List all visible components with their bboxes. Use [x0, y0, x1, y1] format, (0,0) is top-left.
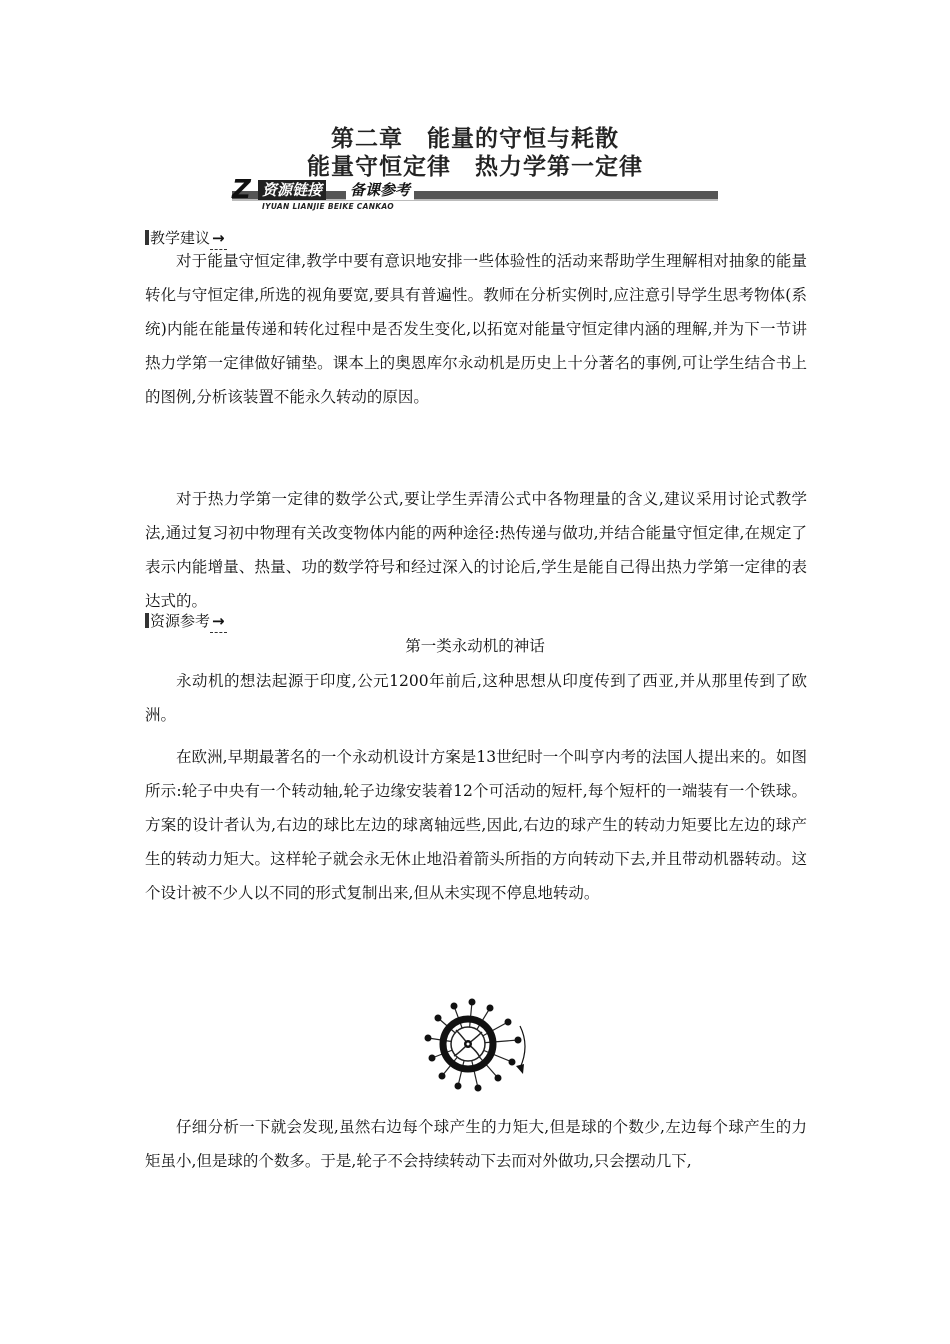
resource-paragraph-3: 仔细分析一下就会发现,虽然右边每个球产生的力矩大,但是球的个数少,左边每个球产生的力矩虽小,但是球的个数多。于是,轮子不会持续转动下去而对外做功,只会摆动几下, — [145, 1118, 807, 1170]
teaching-paragraph-1: 对于能量守恒定律,教学中要有意识地安排一些体验性的活动来帮助学生理解相对抽象的能量转化与守恒定律,所选的视角要宽,要具有普遍性。教师在分析实例时,应注意引导学生思考物体(系统)内能在能量传递和转化过程中是否发生变化,以拓宽对能量守恒定律内涵的理解,并为下一节讲热力学第一定律做好铺垫。课本上的奥恩库尔永动机是历史上十分著名的事例,可让学生结合书上的图例,分析该装置不能永久转动的原因。 — [145, 252, 807, 406]
teaching-heading-text: 教学建议 — [150, 229, 211, 247]
resource-paragraph-2: 在欧洲,早期最著名的一个永动机设计方案是13世纪时一个叫亨内考的法国人提出来的。如图所示:轮子中央有一个转动轴,轮子边缘安装着12个可活动的短杆,每个短杆的一端装有一个铁球。方案的设计者认为,右边的球比左边的球离轴远些,因此,右边的球产生的转动力矩要比左边的球产生的转动力矩大。这样轮子就会永无休止地沿着箭头所指的方向转动下去,并且带动机器转动。这个设计被不少人以不同的形式复制出来,但从未实现不停息地转动。 — [145, 748, 807, 902]
banner-label-prep: 备课参考 — [346, 180, 414, 200]
heading-marker-icon — [145, 230, 149, 245]
teaching-paragraph-2: 对于热力学第一定律的数学公式,要让学生弄清公式中各物理量的含义,建议采用讨论式教学法,通过复习初中物理有关改变物体内能的两种途径:热传递与做功,并结合能量守恒定律,在规定了表示内能增量、热量、功的数学符号和经过深入的讨论后,学生是能自己得出热力学第一定律的表达式的。 — [145, 490, 807, 610]
perpetual-motion-wheel-figure — [420, 996, 530, 1092]
banner-letter: Z — [232, 175, 251, 205]
banner-label-resource: 资源链接 — [258, 180, 326, 200]
heading-marker-icon — [145, 613, 149, 628]
resources-heading-text: 资源参考 — [150, 612, 211, 630]
rotation-arrow-icon — [520, 1026, 525, 1068]
article-title: 第一类永动机的神话 — [405, 637, 545, 655]
chapter-title: 第二章 能量的守恒与耗散 — [331, 126, 619, 152]
banner-label-pinyin: IYUAN LIANJIE BEIKE CANKAO — [262, 202, 394, 211]
section-title: 能量守恒定律 热力学第一定律 — [307, 154, 643, 180]
resource-paragraph-1: 永动机的想法起源于印度,公元1200年前后,这种思想从印度传到了西亚,并从那里传到了欧洲。 — [145, 672, 807, 724]
arrow-icon: → — [210, 610, 227, 633]
arrow-icon: → — [210, 227, 227, 250]
resource-banner — [232, 175, 718, 214]
section-heading-resources — [145, 610, 227, 633]
